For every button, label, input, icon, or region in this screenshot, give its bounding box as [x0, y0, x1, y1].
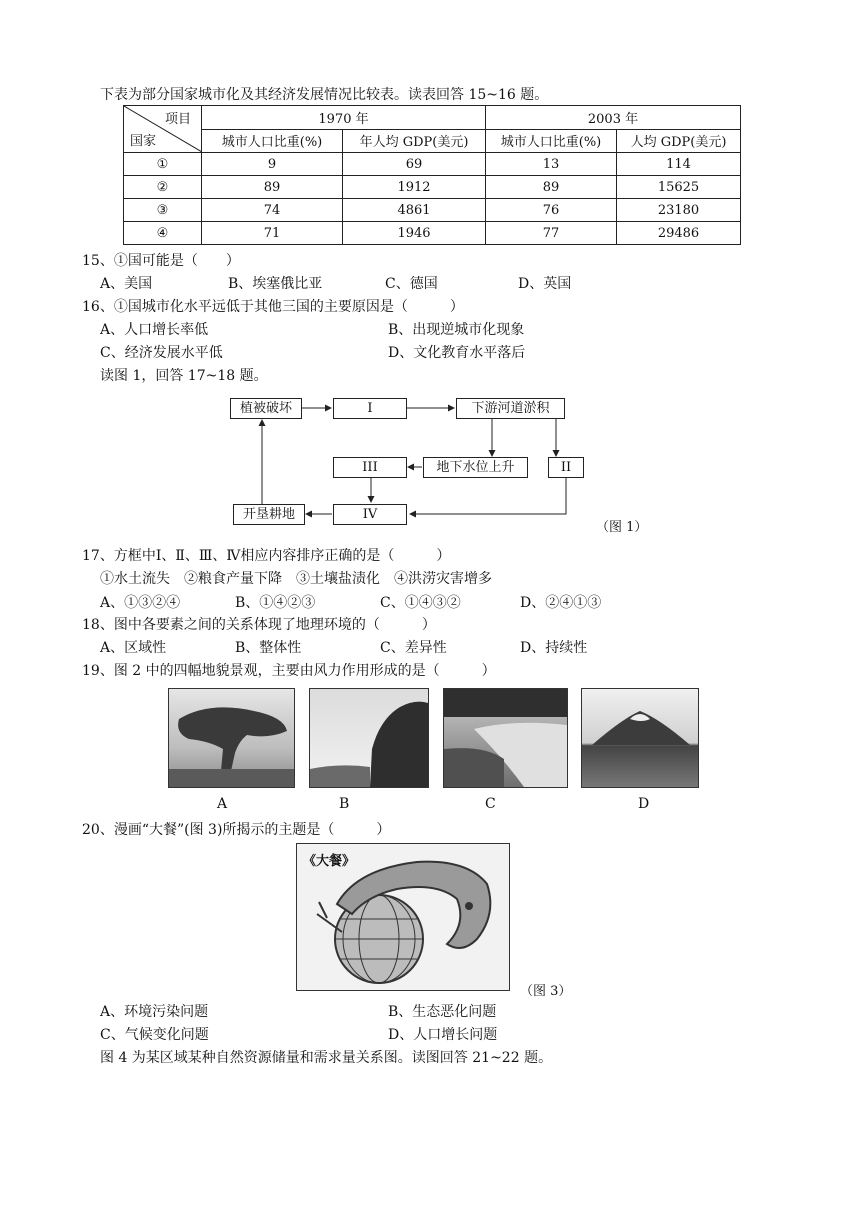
q17-stem: 17、方框中Ⅰ、Ⅱ、Ⅲ、Ⅳ相应内容排序正确的是（ ） [82, 548, 451, 564]
table-intro: 下表为部分国家城市化及其经济发展情况比较表。读表回答 15~16 题。 [100, 87, 549, 103]
cell: 13 [486, 153, 617, 176]
cell: 76 [486, 199, 617, 222]
landform-photo-d[interactable] [581, 688, 699, 788]
q15-stem: 15、①国可能是（ ） [82, 253, 240, 269]
cell: 4861 [343, 199, 486, 222]
header-urban1: 城市人口比重(%) [202, 129, 343, 153]
coast-image [444, 689, 567, 787]
cell: 71 [202, 222, 343, 245]
cell: ④ [124, 222, 202, 245]
q15-option-b[interactable]: B、埃塞俄比亚 [228, 276, 323, 292]
cell: 114 [617, 153, 741, 176]
q17-option-b[interactable]: B、①④②③ [235, 595, 316, 611]
q18-option-c[interactable]: C、差异性 [380, 640, 447, 656]
box-groundwater: 地下水位上升 [423, 457, 528, 478]
cell: 89 [202, 176, 343, 199]
q17-option-a[interactable]: A、①③②④ [100, 595, 181, 611]
cell: 23180 [617, 199, 741, 222]
header-gdp2: 人均 GDP(美元) [617, 129, 741, 153]
corner-top-label: 项目 [164, 112, 191, 127]
cell: 74 [202, 199, 343, 222]
box-I: I [333, 398, 407, 419]
cell: ③ [124, 199, 202, 222]
box-III: III [333, 457, 407, 478]
cell: ② [124, 176, 202, 199]
q18-option-a[interactable]: A、区域性 [100, 640, 167, 656]
q15-option-d[interactable]: D、英国 [518, 276, 572, 292]
q16-stem: 16、①国城市化水平远低于其他三国的主要原因是（ ） [82, 299, 464, 315]
q20-option-c[interactable]: C、气候变化问题 [100, 1027, 209, 1043]
q17-items: ①水土流失 ②粮食产量下降 ③土壤盐渍化 ④洪涝灾害增多 [100, 571, 492, 587]
cell: 89 [486, 176, 617, 199]
cell: 69 [343, 153, 486, 176]
cell: 1946 [343, 222, 486, 245]
q16-option-d[interactable]: D、文化教育水平落后 [388, 345, 526, 361]
header-gdp1: 年人均 GDP(美元) [343, 129, 486, 153]
q15-option-c[interactable]: C、德国 [385, 276, 438, 292]
fig1-intro: 读图 1，回答 17~18 题。 [100, 368, 268, 384]
fig4-intro: 图 4 为某区域某种自然资源储量和需求量关系图。读图回答 21~22 题。 [100, 1050, 553, 1066]
volcano-image [582, 689, 698, 787]
box-IV: IV [333, 504, 407, 525]
header-urban2: 城市人口比重(%) [486, 129, 617, 153]
box-cultivation: 开垦耕地 [233, 504, 305, 525]
cartoon-title: 《大餐》 [303, 854, 356, 869]
q17-option-d[interactable]: D、②④①③ [520, 595, 602, 611]
q16-option-b[interactable]: B、出现逆城市化现象 [388, 322, 525, 338]
box-vegetation: 植被破坏 [230, 398, 302, 419]
landform-photo-b[interactable] [309, 688, 429, 788]
q17-option-c[interactable]: C、①④③② [380, 595, 461, 611]
photo-label-b: B [339, 796, 350, 812]
q15-option-a[interactable]: A、美国 [100, 276, 153, 292]
cell: 29486 [617, 222, 741, 245]
photo-label-c: C [485, 796, 496, 812]
landform-photo-c[interactable] [443, 688, 568, 788]
photo-label-a: A [217, 796, 228, 812]
cell: 77 [486, 222, 617, 245]
q18-option-b[interactable]: B、整体性 [235, 640, 302, 656]
q20-stem: 20、漫画“大餐”(图 3)所揭示的主题是（ ） [82, 822, 391, 838]
header-year1: 1970 年 [202, 106, 486, 130]
cell: 9 [202, 153, 343, 176]
cliff-image [310, 689, 428, 787]
q18-stem: 18、图中各要素之间的关系体现了地理环境的（ ） [82, 617, 436, 633]
fig3-caption: （图 3） [520, 984, 572, 999]
mushroom-rock-image [169, 689, 294, 787]
q18-option-d[interactable]: D、持续性 [520, 640, 588, 656]
fig1-caption: （图 1） [596, 520, 648, 535]
photo-label-d: D [638, 796, 650, 812]
cell: ① [124, 153, 202, 176]
cell: 1912 [343, 176, 486, 199]
box-II: II [548, 457, 584, 478]
cartoon-feast [296, 843, 510, 991]
header-year2: 2003 年 [486, 106, 741, 130]
landform-photo-a[interactable] [168, 688, 295, 788]
q20-option-d[interactable]: D、人口增长问题 [388, 1027, 498, 1043]
q20-option-b[interactable]: B、生态恶化问题 [388, 1004, 497, 1020]
cell: 15625 [617, 176, 741, 199]
q19-stem: 19、图 2 中的四幅地貌景观，主要由风力作用形成的是（ ） [82, 663, 496, 679]
q16-option-a[interactable]: A、人口增长率低 [100, 322, 209, 338]
corner-bottom-label: 国家 [130, 134, 157, 149]
q20-option-a[interactable]: A、环境污染问题 [100, 1004, 209, 1020]
q16-option-c[interactable]: C、经济发展水平低 [100, 345, 223, 361]
box-downstream: 下游河道淤积 [456, 398, 565, 419]
